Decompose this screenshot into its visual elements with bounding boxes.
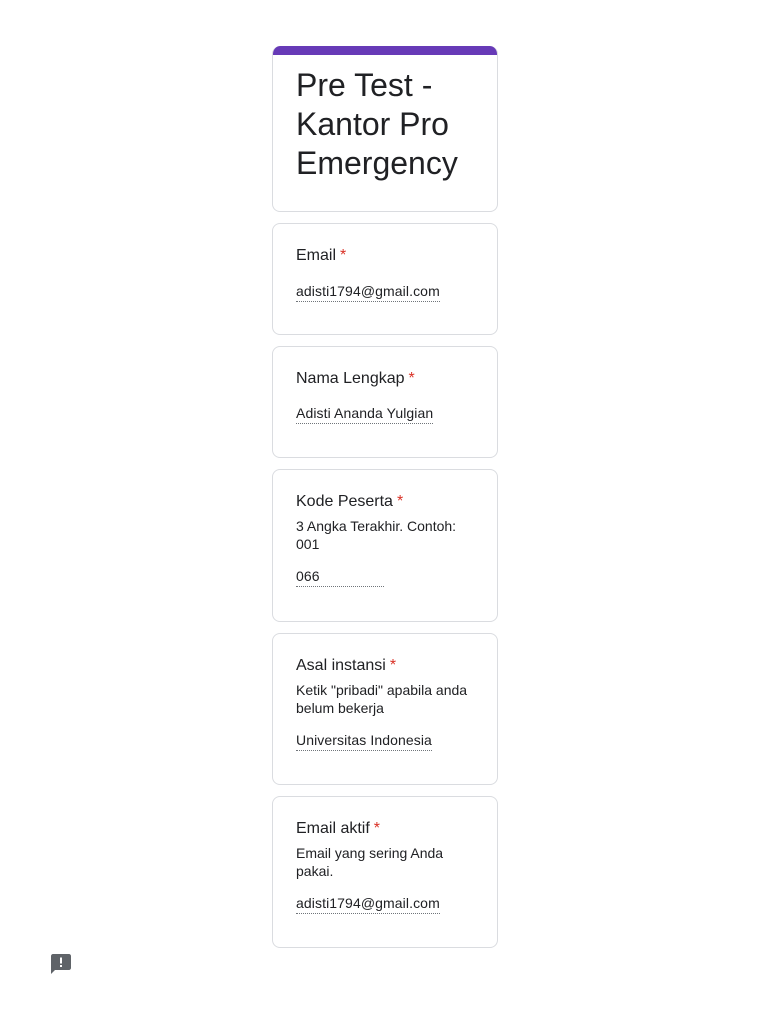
question-description: Ketik "pribadi" apabila anda belum bekerja [296,682,468,716]
question-title: Nama Lengkap [296,370,405,387]
question-label [296,369,415,389]
question-label [296,246,346,266]
required-asterisk: * [389,657,397,674]
answer-value: Adisti Ananda Yulgian [296,404,433,424]
required-asterisk: * [408,370,415,387]
question-label [296,819,380,839]
question-title: Asal instansi [296,657,386,674]
report-feedback-button[interactable] [49,952,73,976]
answer-value: Universitas Indonesia [296,731,432,751]
question-label [296,656,396,676]
form-title: Pre Test - Kantor Pro Emergency [296,67,458,181]
required-asterisk: * [373,820,381,837]
question-description: 3 Angka Terakhir. Contoh: 001 [296,518,457,552]
form-header-accent [272,46,498,55]
question-title: Email [296,247,337,264]
answer-value: 066 [296,567,384,587]
question-card-email [272,223,498,335]
form-header-card [272,46,498,212]
question-card-email-aktif [272,796,498,948]
question-label [296,492,403,512]
answer-value: adisti1794@gmail.com [296,894,440,914]
question-card-asal-instansi [272,633,498,785]
question-card-nama-lengkap [272,346,498,458]
question-description: Email yang sering Anda pakai. [296,845,444,879]
answer-value: adisti1794@gmail.com [296,282,440,302]
question-title: Kode Peserta [296,493,393,510]
question-title: Email aktif [296,820,370,837]
question-card-kode-peserta [272,469,498,622]
required-asterisk: * [396,493,404,510]
required-asterisk: * [340,247,347,264]
report-feedback-icon [49,952,73,976]
